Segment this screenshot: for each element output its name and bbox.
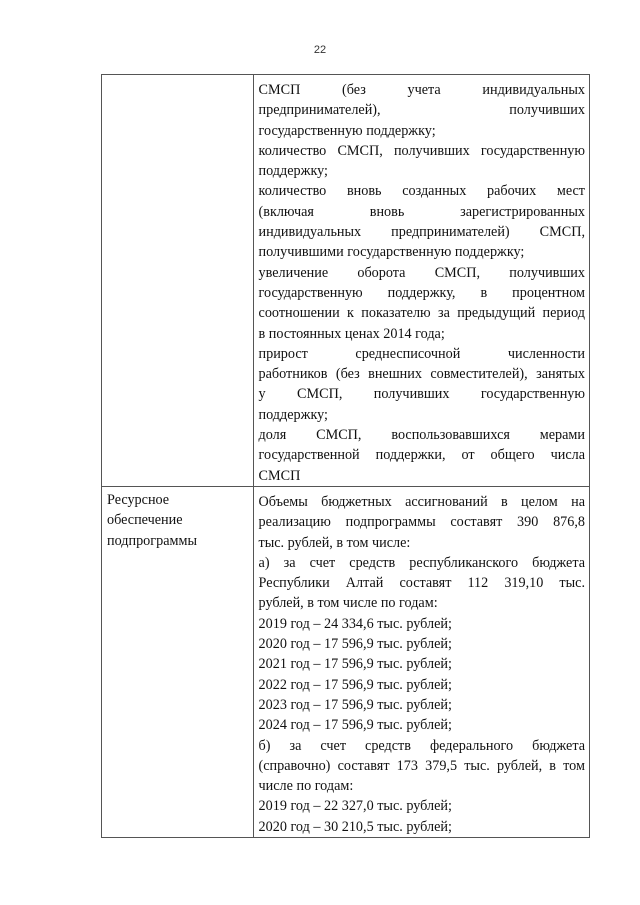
text-line: Объемы бюджетных ассигнований в целом на xyxy=(258,493,585,510)
text-line: 2020 год – 30 210,5 тыс. рублей; xyxy=(258,818,452,835)
text-line: 2024 год – 17 596,9 тыс. рублей; xyxy=(258,717,452,734)
text-line: 2021 год – 17 596,9 тыс. рублей; xyxy=(258,656,452,673)
label-line: обеспечение xyxy=(107,512,183,529)
text-line: Республики Алтай составят 112 319,10 тыс. xyxy=(258,575,585,592)
text-line: СМСП xyxy=(258,467,301,484)
row-content-cell xyxy=(253,75,589,487)
label-line: Ресурсное xyxy=(107,491,170,508)
text-line: работников (без внешних совместителей), занятых xyxy=(258,366,585,383)
text-line: реализацию подпрограммы составят 390 876,8 xyxy=(258,514,585,531)
page-number: 22 xyxy=(313,44,327,56)
text-line: у СМСП, получивших государственную xyxy=(258,386,585,403)
text-line: индивидуальных предпринимателей) СМСП, xyxy=(258,224,585,241)
text-line: государственную поддержку; xyxy=(258,122,436,139)
text-line: прирост среднесписочной численности xyxy=(258,345,585,362)
text-line: 2020 год – 17 596,9 тыс. рублей; xyxy=(258,636,452,653)
text-line: а) за счет средств республиканского бюджета xyxy=(258,554,585,571)
text-line: б) за счет средств федерального бюджета xyxy=(258,737,585,754)
text-line: соотношении к показателю за предыдущий период xyxy=(258,305,585,322)
row-label xyxy=(102,75,253,78)
text-line: поддержку; xyxy=(258,406,328,423)
text-line: получившими государственную поддержку; xyxy=(258,244,525,261)
row-label-cell xyxy=(102,75,254,487)
table-row xyxy=(102,75,590,487)
text-line: доля СМСП, воспользовавшихся мерами xyxy=(258,427,585,444)
text-line: рублей, в том числе по годам: xyxy=(258,595,438,612)
row-content-cell xyxy=(253,486,589,837)
row-content xyxy=(254,487,589,837)
text-line: 2023 год – 17 596,9 тыс. рублей; xyxy=(258,696,452,713)
text-line: 2019 год – 22 327,0 тыс. рублей; xyxy=(258,798,452,815)
text-line: количество вновь созданных рабочих мест xyxy=(258,183,585,200)
text-line: увеличение оборота СМСП, получивших xyxy=(258,264,585,281)
text-line: в постоянных ценах 2014 года; xyxy=(258,325,445,342)
text-line: (справочно) составят 173 379,5 тыс. рублей, в том xyxy=(258,757,585,774)
text-line: предпринимателей), получивших xyxy=(258,102,585,119)
text-line: тыс. рублей, в том числе: xyxy=(258,534,411,551)
text-line: СМСП (без учета индивидуальных xyxy=(258,82,585,98)
text-line: количество СМСП, получивших государственную xyxy=(258,142,585,159)
row-label xyxy=(102,487,253,551)
text-line: 2022 год – 17 596,9 тыс. рублей; xyxy=(258,676,452,693)
passport-table xyxy=(101,74,590,838)
row-content xyxy=(254,75,589,486)
text-line: числе по годам: xyxy=(258,778,354,795)
text-line: 2019 год – 24 334,6 тыс. рублей; xyxy=(258,615,452,632)
text-line: государственную поддержку, в процентном xyxy=(258,284,585,301)
text-line: государственной поддержки, от общего числа xyxy=(258,447,585,464)
text-line: (включая вновь зарегистрированных xyxy=(258,203,585,220)
table-row xyxy=(102,486,590,837)
label-line: подпрограммы xyxy=(107,532,197,549)
row-label-cell xyxy=(102,486,254,837)
text-line: поддержку; xyxy=(258,163,328,180)
